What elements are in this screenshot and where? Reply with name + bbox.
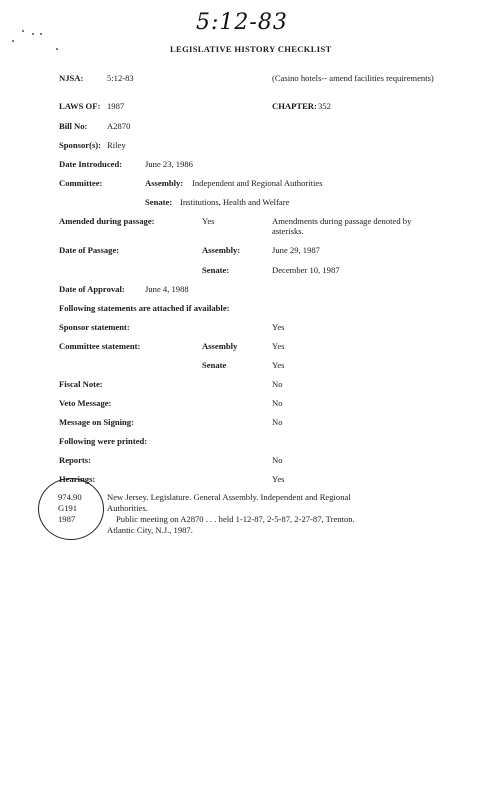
scan-speck [22, 30, 24, 32]
amended-value: Yes [202, 216, 215, 226]
njsa-note: (Casino hotels-- amend facilities requirements) [272, 73, 434, 83]
message-on-signing-value: No [272, 417, 283, 427]
hearings-label: Hearings: [59, 474, 96, 484]
committee-senate-label: Senate: [145, 197, 173, 207]
call-number-line: G191 [58, 503, 78, 513]
fiscal-note-value: No [272, 379, 283, 389]
committee-statement-senate-value: Yes [272, 360, 285, 370]
handwritten-statute-number: 5:12-83 [196, 10, 288, 35]
citation-line: New Jersey. Legislature. General Assembly. Independent and Regional [107, 492, 351, 502]
call-number-line: 974.90 [58, 492, 82, 502]
committee-assembly-value: Independent and Regional Authorities [192, 178, 323, 188]
reports-value: No [272, 455, 283, 465]
citation-line: Authorities. [107, 503, 148, 513]
bill-no-value: A2870 [107, 121, 131, 131]
laws-of-label: LAWS OF: [59, 101, 101, 111]
citation-line: Public meeting on A2870 . . . held 1-12-87, 2-5-87, 2-27-87, Trenton. [116, 514, 355, 524]
veto-message-label: Veto Message: [59, 398, 112, 408]
scan-speck [12, 40, 14, 42]
veto-message-value: No [272, 398, 283, 408]
committee-label: Committee: [59, 178, 103, 188]
njsa-value: 5:12-83 [107, 73, 134, 83]
scan-speck [32, 33, 34, 35]
committee-assembly-label: Assembly: [145, 178, 184, 188]
approval-value: June 4, 1988 [145, 284, 189, 294]
date-introduced-label: Date Introduced: [59, 159, 123, 169]
fiscal-note-label: Fiscal Note: [59, 379, 103, 389]
sponsors-label: Sponsor(s): [59, 140, 102, 150]
committee-statement-senate-label: Senate [202, 360, 227, 370]
passage-assembly-label: Assembly: [202, 245, 241, 255]
committee-statement-label: Committee statement: [59, 341, 141, 351]
sponsor-statement-label: Sponsor statement: [59, 322, 130, 332]
passage-assembly-value: June 29, 1987 [272, 245, 320, 255]
committee-statement-assembly-label: Assembly [202, 341, 238, 351]
passage-label: Date of Passage: [59, 245, 120, 255]
laws-of-value: 1987 [107, 101, 125, 111]
hearings-value: Yes [272, 474, 285, 484]
amended-label: Amended during passage: [59, 216, 155, 226]
page-title: LEGISLATIVE HISTORY CHECKLIST [170, 44, 332, 54]
following-attached-heading: Following statements are attached if available: [59, 303, 230, 313]
committee-statement-assembly-value: Yes [272, 341, 285, 351]
date-introduced-value: June 23, 1986 [145, 159, 193, 169]
call-number-line: 1987 [58, 514, 76, 524]
scan-speck [40, 33, 42, 35]
sponsor-statement-value: Yes [272, 322, 285, 332]
amended-note: Amendments during passage denoted by asterisks. [272, 216, 412, 236]
bill-no-label: Bill No: [59, 121, 88, 131]
njsa-label: NJSA: [59, 73, 84, 83]
passage-senate-value: December 10, 1987 [272, 265, 340, 275]
scan-speck [56, 48, 58, 50]
following-printed-heading: Following were printed: [59, 436, 148, 446]
approval-label: Date of Approval: [59, 284, 125, 294]
chapter-label: CHAPTER: [272, 101, 317, 111]
chapter-value: 352 [318, 101, 331, 111]
committee-senate-value: Institutions, Health and Welfare [180, 197, 290, 207]
reports-label: Reports: [59, 455, 91, 465]
citation-line: Atlantic City, N.J., 1987. [107, 525, 193, 535]
message-on-signing-label: Message on Signing: [59, 417, 134, 427]
passage-senate-label: Senate: [202, 265, 230, 275]
sponsors-value: Riley [107, 140, 126, 150]
